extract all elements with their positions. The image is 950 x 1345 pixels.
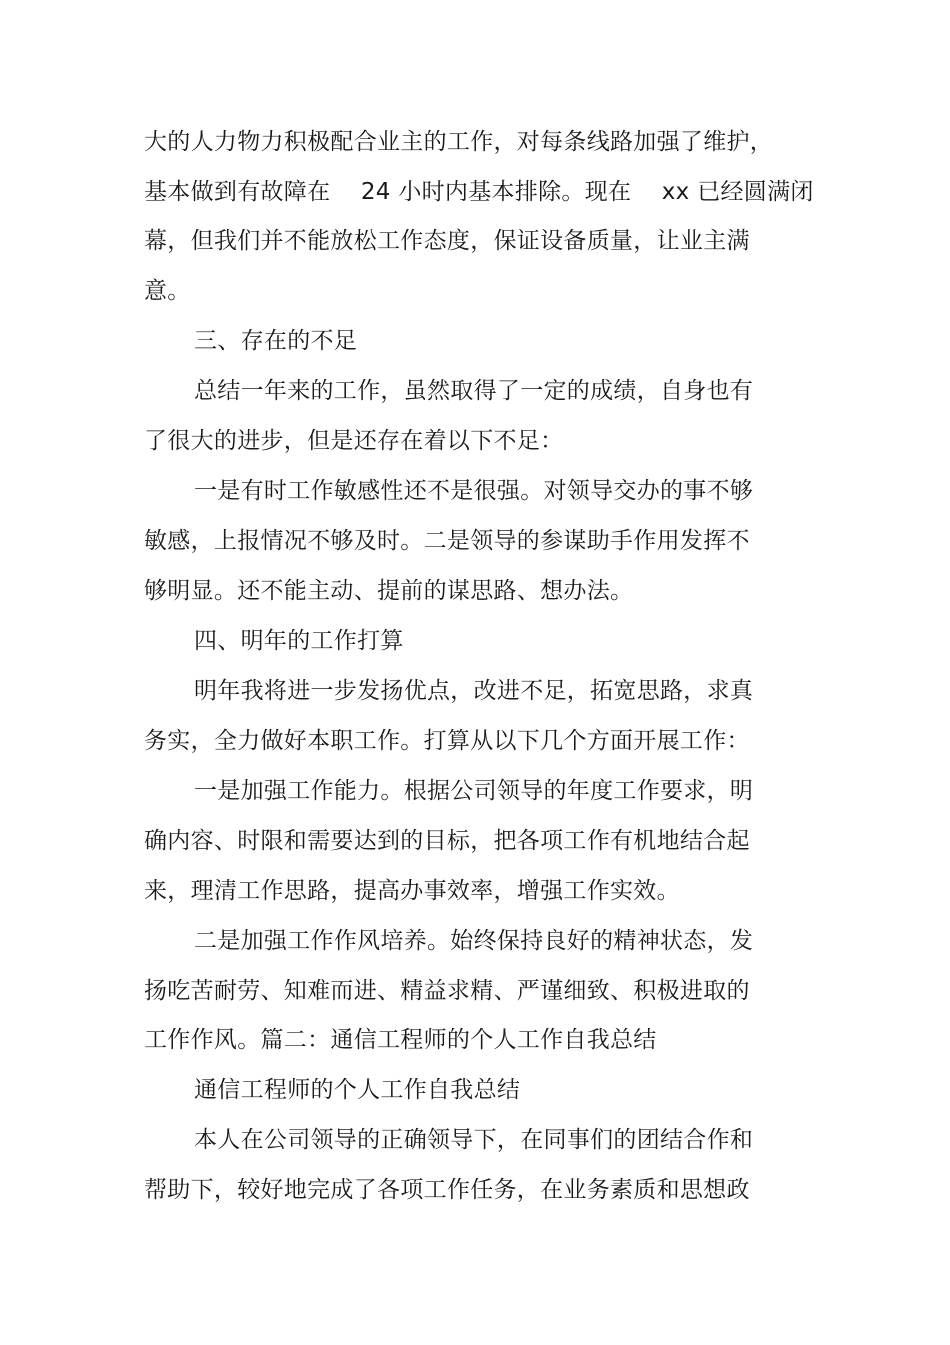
text-line: 一是加强工作能力。根据公司领导的年度工作要求，明 — [194, 778, 754, 804]
text-line: 帮助下，较好地完成了各项工作任务，在业务素质和思想政 — [144, 1177, 750, 1203]
text-line: 来，理清工作思路，提高办事效率，增强工作实效。 — [144, 878, 680, 904]
text-line: 工作作风。篇二：通信工程师的个人工作自我总结 — [144, 1027, 657, 1053]
text-line: 明年我将进一步发扬优点，改进不足，拓宽思路，求真 — [194, 678, 754, 704]
section-heading: 四、明年的工作打算 — [194, 628, 404, 654]
text-line: 意。 — [144, 278, 191, 304]
text-line: 了很大的进步，但是还存在着以下不足： — [144, 428, 564, 454]
section-heading: 三、存在的不足 — [194, 328, 358, 354]
section-title: 通信工程师的个人工作自我总结 — [194, 1077, 521, 1103]
text-line: 一是有时工作敏感性还不是很强。对领导交办的事不够 — [194, 478, 754, 504]
text-line: 确内容、时限和需要达到的目标，把各项工作有机地结合起 — [144, 828, 750, 854]
text-line: 大的人力物力积极配合业主的工作，对每条线路加强了维护， — [144, 129, 774, 155]
text-line: 总结一年来的工作，虽然取得了一定的成绩，自身也有 — [194, 378, 754, 404]
text-line: 基本做到有故障在 24 小时内基本排除。现在 xx 已经圆满闭 — [144, 179, 814, 205]
text-line: 二是加强工作作风培养。始终保持良好的精神状态，发 — [194, 928, 754, 954]
text-line: 扬吃苦耐劳、知难而进、精益求精、严谨细致、积极进取的 — [144, 978, 750, 1004]
text-line: 敏感，上报情况不够及时。二是领导的参谋助手作用发挥不 — [144, 528, 750, 554]
text-line: 务实，全力做好本职工作。打算从以下几个方面开展工作： — [144, 728, 750, 754]
text-line: 够明显。还不能主动、提前的谋思路、想办法。 — [144, 578, 634, 604]
text-line: 本人在公司领导的正确领导下，在同事们的团结合作和 — [194, 1127, 754, 1153]
text-line: 幕，但我们并不能放松工作态度，保证设备质量，让业主满 — [144, 228, 750, 254]
